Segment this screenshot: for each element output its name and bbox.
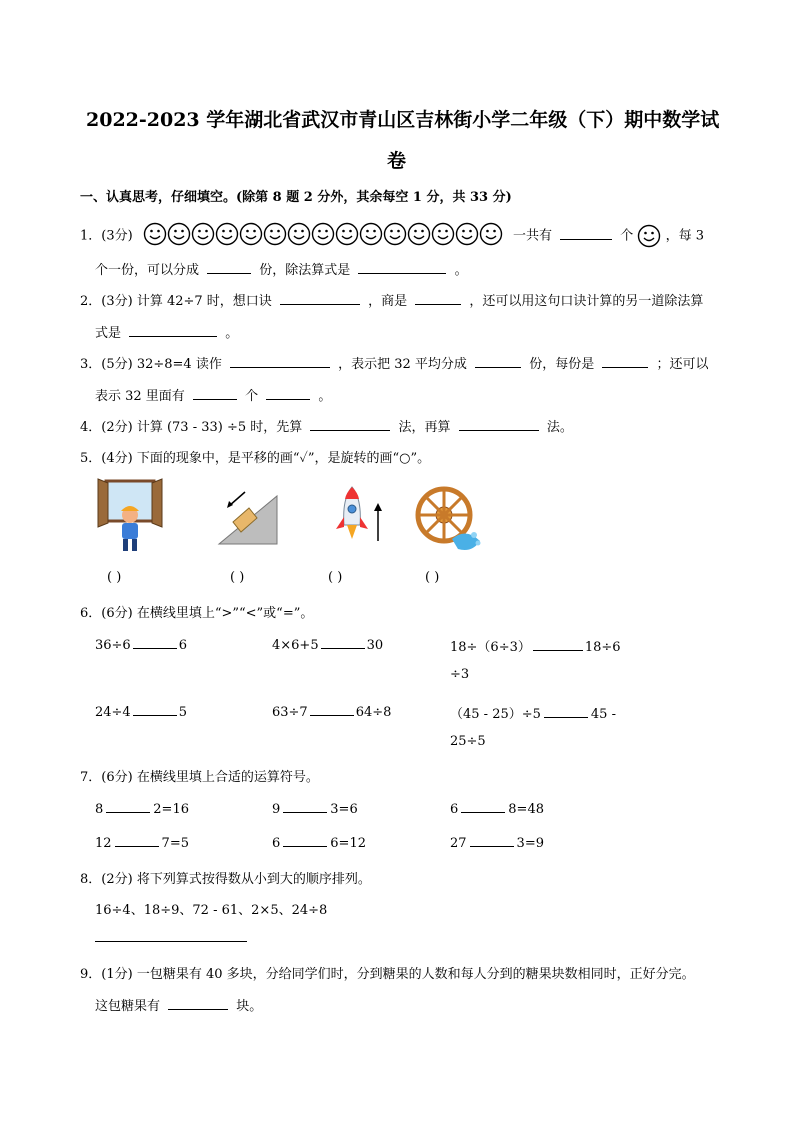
answer-paren-2[interactable]: ( )	[230, 570, 245, 585]
question-7: 7．(6分) 在横线里填上合适的运算符号。	[80, 770, 319, 785]
answer-paren-4[interactable]: ( )	[425, 570, 440, 585]
q6-item: 24÷4 5	[95, 705, 187, 720]
answer-blank[interactable]	[310, 418, 390, 431]
smiley-row	[143, 222, 509, 250]
answer-blank[interactable]	[544, 705, 588, 718]
answer-blank[interactable]	[266, 387, 310, 400]
q7-item: 12 7=5	[95, 836, 189, 851]
answer-paren-3[interactable]: ( )	[328, 570, 343, 585]
answer-blank[interactable]	[193, 387, 237, 400]
q6-item-cont: ÷3	[450, 667, 470, 682]
question-9-line2: 这包糖果有 块。	[95, 999, 263, 1014]
answer-blank[interactable]	[129, 324, 217, 337]
question-3-line2: 表示 32 里面有 个 。	[95, 389, 332, 404]
smiley-icon	[637, 224, 661, 248]
answer-blank[interactable]	[602, 355, 648, 368]
question-2-line2: 式是 。	[95, 326, 239, 341]
q8-expressions: 16÷4、18÷9、72 - 61、2×5、24÷8	[95, 903, 328, 918]
answer-blank[interactable]	[533, 638, 583, 651]
question-6: 6．(6分) 在横线里填上“>”“<”或“=”。	[80, 606, 314, 621]
question-2: 2．(3分) 计算 42÷7 时，想口诀 ，商是 ，还可以用这句口诀计算的另一道除法算	[80, 294, 704, 309]
answer-blank[interactable]	[310, 703, 354, 716]
answer-blank[interactable]	[461, 800, 505, 813]
question-3: 3．(5分) 32÷8=4 读作 ，表示把 32 平均分成 份，每份是 ；还可以	[80, 357, 709, 372]
answer-blank[interactable]	[560, 227, 612, 240]
answer-blank[interactable]	[321, 636, 365, 649]
answer-blank[interactable]	[283, 800, 327, 813]
question-8: 8．(2分) 将下列算式按得数从小到大的顺序排列。	[80, 872, 371, 887]
answer-blank[interactable]	[475, 355, 521, 368]
answer-blank[interactable]	[470, 834, 514, 847]
q7-item: 6 6=12	[272, 836, 366, 851]
q6-item: 36÷6 6	[95, 638, 187, 653]
answer-blank[interactable]	[230, 355, 330, 368]
question-1: 1．(3分) 一共有 个 ，每 3	[80, 222, 704, 250]
q6-item: 63÷7 64÷8	[272, 705, 392, 720]
smiley-icons	[143, 222, 509, 246]
answer-blank[interactable]	[207, 261, 251, 274]
q6-item: 4×6+5 30	[272, 638, 384, 653]
answer-blank[interactable]	[133, 703, 177, 716]
answer-blank[interactable]	[280, 292, 360, 305]
rocket-illustration	[328, 485, 384, 547]
answer-blank[interactable]	[168, 997, 228, 1010]
window-opening-illustration	[96, 477, 166, 557]
question-1-line2: 个一份，可以分成 份，除法算式是 。	[95, 263, 468, 278]
question-5: 5．(4分) 下面的现象中，是平移的画“✓”，是旋转的画“○”。	[80, 451, 431, 466]
answer-blank[interactable]	[459, 418, 539, 431]
q6-item: （45 - 25）÷5 45 -	[450, 707, 616, 722]
answer-line[interactable]	[95, 941, 247, 942]
question-9: 9．(1分) 一包糖果有 40 多块，分给同学们时，分到糖果的人数和每人分到的糖果块数相同时，正好分完。	[80, 967, 695, 982]
slope-slide-illustration	[215, 482, 281, 548]
q7-item: 27 3=9	[450, 836, 544, 851]
q6-item: 18÷（6÷3） 18÷6	[450, 640, 621, 655]
answer-blank[interactable]	[283, 834, 327, 847]
answer-blank[interactable]	[133, 636, 177, 649]
answer-paren-1[interactable]: ( )	[107, 570, 122, 585]
page-title-cont: 卷	[387, 150, 407, 172]
q7-item: 8 2=16	[95, 802, 189, 817]
q1-number: 1．(3分)	[80, 228, 133, 244]
q7-item: 6 8=48	[450, 802, 544, 817]
q6-item-cont: 25÷5	[450, 734, 486, 749]
question-4: 4．(2分) 计算 (73 - 33) ÷5 时，先算 法，再算 法。	[80, 420, 573, 435]
answer-blank[interactable]	[358, 261, 446, 274]
answer-blank[interactable]	[106, 800, 150, 813]
answer-blank[interactable]	[115, 834, 159, 847]
page-title: 2022-2023 学年湖北省武汉市青山区吉林街小学二年级（下）期中数学试	[86, 109, 720, 131]
waterwheel-illustration	[412, 483, 484, 555]
q7-item: 9 3=6	[272, 802, 358, 817]
section-heading: 一、认真思考，仔细填空。(除第 8 题 2 分外，其余每空 1 分，共 33 分)	[80, 190, 512, 205]
answer-blank[interactable]	[415, 292, 461, 305]
